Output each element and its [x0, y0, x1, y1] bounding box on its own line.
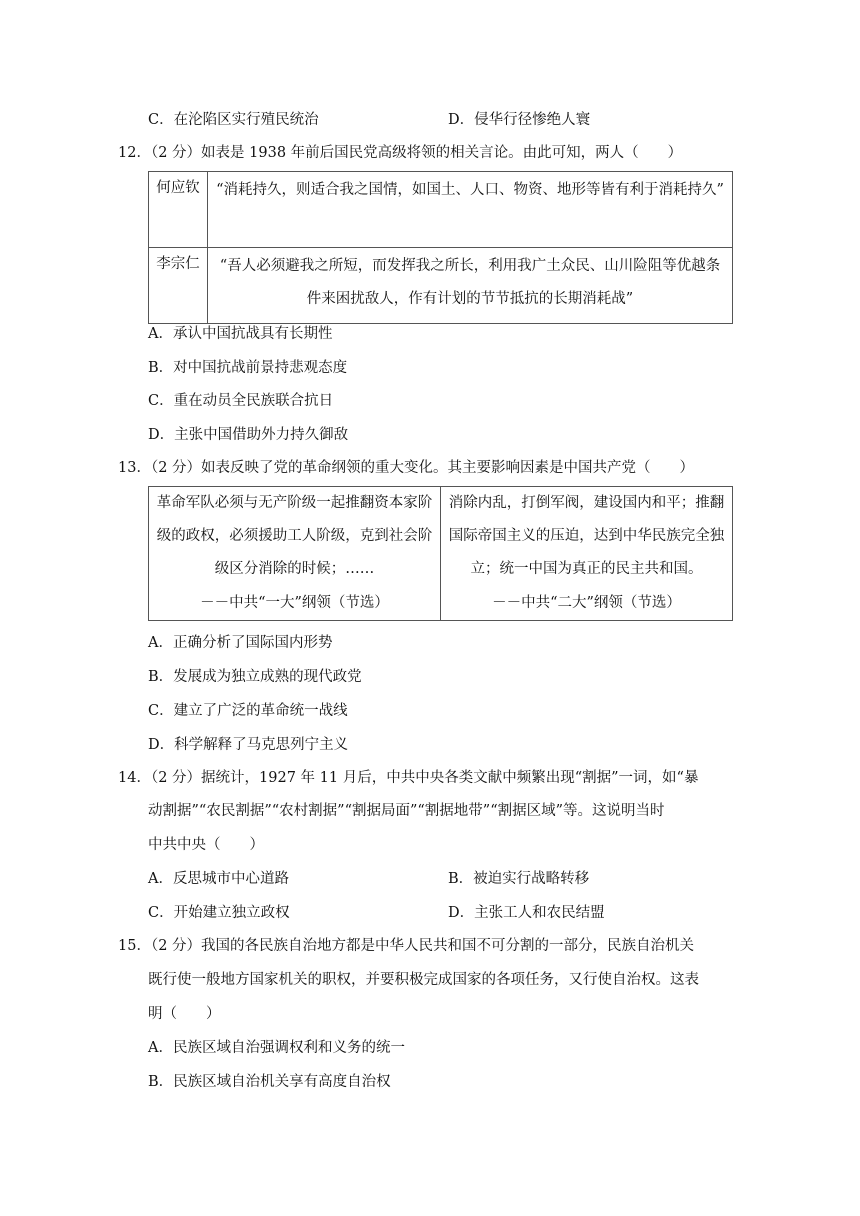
q14-option-a: A．反思城市中心道路 [148, 871, 289, 887]
q15-stem-line-1: 15．（2 分）我国的各民族自治地方都是中华人民共和国不可分割的一部分，民族自治机关 [118, 938, 695, 954]
q12-quote-table [148, 171, 733, 324]
q12-person-name: 何应钦 [149, 172, 208, 248]
q12-option-c: C．重在动员全民族联合抗日 [148, 393, 334, 409]
q13-second-congress-text: 消除内乱，打倒军阀，建设国内和平；推翻国际帝国主义的压迫，达到中华民族完全独立；统一中国为真正的民主共和国。 [448, 495, 725, 577]
q12-option-d: D．主张中国借助外力持久御敌 [148, 427, 349, 443]
q13-first-congress-text: 革命军队必须与无产阶级一起推翻资本家阶级的政权，必须援助工人阶级，克到社会阶级区分消除的时候；…… [156, 495, 433, 577]
q13-option-b: B．发展成为独立成熟的现代政党 [148, 669, 362, 685]
table-row [149, 248, 733, 324]
q13-second-congress-source: －－中共“二大”纲领（节选） [492, 595, 681, 611]
q12-stem: 12．（2 分）如表是 1938 年前后国民党高级将领的相关言论。由此可知，两人（ ） [118, 145, 683, 161]
q14-stem-line-2: 动割据”“农民割据”“农村割据”“割据局面”“割据地带”“割据区域”等。这说明当时 [148, 803, 665, 819]
q14-stem-line-3: 中共中央（ ） [148, 837, 264, 853]
q15-stem-line-3: 明（ ） [148, 1006, 221, 1022]
q12-person-quote: “吾人必须避我之所短，而发挥我之所长，利用我广土众民、山川险阻等优越条件来困扰敌人，作有计划的节节抵抗的长期消耗战” [208, 248, 733, 324]
q13-option-c: C．建立了广泛的革命统一战线 [148, 703, 348, 719]
q13-first-congress-cell [149, 487, 441, 621]
q15-stem-line-2: 既行使一般地方国家机关的职权，并要积极完成国家的各项任务，又行使自治权。这表 [148, 972, 699, 988]
table-row [149, 172, 733, 248]
q15-option-a: A．民族区域自治强调权利和义务的统一 [148, 1040, 405, 1056]
q12-option-b: B．对中国抗战前景持悲观态度 [148, 360, 348, 376]
q13-option-a: A．正确分析了国际国内形势 [148, 635, 333, 651]
q11-option-d: D．侵华行径惨绝人寰 [448, 112, 591, 128]
q13-program-table [148, 486, 733, 621]
table-row [149, 487, 733, 621]
q13-option-d: D．科学解释了马克思列宁主义 [148, 737, 349, 753]
q12-person-quote: “消耗持久，则适合我之国情，如国土、人口、物资、地形等皆有利于消耗持久” [208, 172, 733, 248]
q15-option-b: B．民族区域自治机关享有高度自治权 [148, 1074, 391, 1090]
q14-option-b: B．被迫实行战略转移 [448, 871, 590, 887]
q12-option-a: A．承认中国抗战具有长期性 [148, 326, 333, 342]
q14-option-d: D．主张工人和农民结盟 [448, 905, 605, 921]
q13-stem: 13．（2 分）如表反映了党的革命纲领的重大变化。其主要影响因素是中国共产党（ ） [118, 460, 695, 476]
q12-person-name: 李宗仁 [149, 248, 208, 324]
q14-stem-line-1: 14．（2 分）据统计，1927 年 11 月后，中共中央各类文献中频繁出现“割据”一词，如“暴 [118, 770, 699, 786]
q11-option-c: C．在沦陷区实行殖民统治 [148, 112, 319, 128]
q13-second-congress-cell [441, 487, 733, 621]
q14-option-c: C．开始建立独立政权 [148, 905, 290, 921]
q13-first-congress-source: －－中共“一大”纲领（节选） [200, 595, 389, 611]
